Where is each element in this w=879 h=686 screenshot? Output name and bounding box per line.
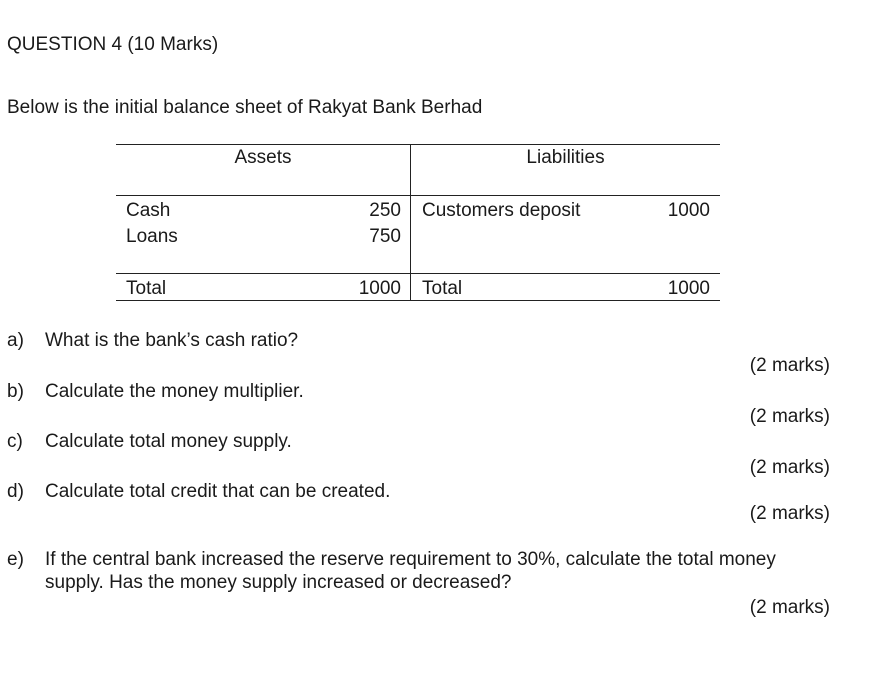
intro-text: Below is the initial balance sheet of Rakyat Bank Berhad [7,97,483,118]
table-top-rule [116,144,720,145]
question-text-line2: supply. Has the money supply increased or decreased? [45,572,512,593]
table-total-rule-top [116,273,720,274]
asset-loans-label: Loans [126,226,178,247]
table-header-rule [116,195,720,196]
question-text-line1: If the central bank increased the reserve requirement to 30%, calculate the total money [45,549,776,570]
question-heading: QUESTION 4 (10 Marks) [7,34,219,55]
question-text: Calculate total credit that can be created. [45,481,391,502]
question-text: Calculate the money multiplier. [45,381,304,402]
question-letter: d) [7,481,24,502]
liabilities-total-label: Total [422,278,463,299]
question-marks: (2 marks) [749,457,830,478]
asset-cash-label: Cash [126,200,171,221]
question-text: Calculate total money supply. [45,431,292,452]
question-marks: (2 marks) [749,355,830,376]
question-marks: (2 marks) [749,503,830,524]
question-letter: b) [7,381,24,402]
assets-header: Assets [234,147,292,168]
question-letter: c) [7,431,23,452]
asset-loans-value: 750 [369,226,401,247]
table-bottom-rule [116,300,720,301]
assets-total-value: 1000 [358,278,401,299]
question-marks: (2 marks) [749,406,830,427]
asset-cash-value: 250 [369,200,401,221]
assets-total-label: Total [126,278,167,299]
liability-deposit-label: Customers deposit [422,200,581,221]
question-letter: e) [7,549,24,570]
liability-deposit-value: 1000 [667,200,710,221]
liabilities-header: Liabilities [526,147,605,168]
question-letter: a) [7,330,24,351]
liabilities-total-value: 1000 [667,278,710,299]
question-text: What is the bank’s cash ratio? [45,330,299,351]
question-marks: (2 marks) [749,597,830,618]
